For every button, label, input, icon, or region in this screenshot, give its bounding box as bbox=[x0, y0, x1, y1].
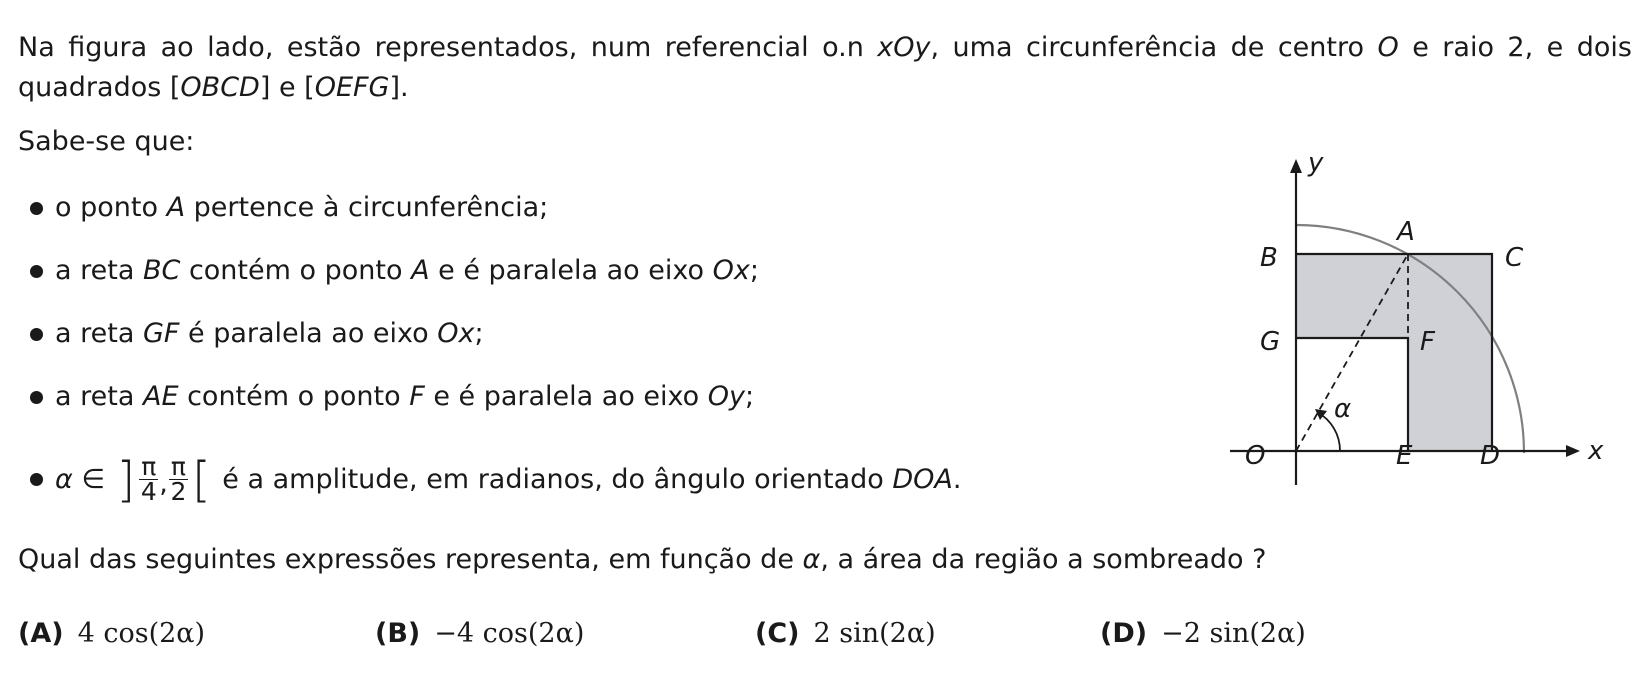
option-expression: −4 cos(2α) bbox=[434, 618, 585, 649]
point-label-f: F bbox=[1420, 327, 1435, 357]
interval-left-bracket: ] bbox=[116, 451, 136, 508]
bullet-text: e é paralela ao eixo bbox=[424, 381, 708, 412]
bullet-dot bbox=[30, 391, 43, 404]
bullet-var: Oy bbox=[707, 381, 746, 412]
bullet-var: BC bbox=[142, 255, 181, 286]
intro-text-4: ] e [ bbox=[259, 72, 315, 103]
bullet-var: DOA bbox=[892, 463, 953, 495]
option-b[interactable] bbox=[375, 618, 584, 649]
bullet-text: é paralela ao eixo bbox=[179, 318, 438, 349]
question-part: , a área da região a sombreado ? bbox=[820, 544, 1267, 575]
intro-paragraph bbox=[18, 28, 1632, 108]
point-label-c: C bbox=[1505, 243, 1524, 273]
point-label-e: E bbox=[1396, 441, 1413, 471]
interval-comma: , bbox=[159, 468, 168, 499]
option-label: (A) bbox=[18, 618, 64, 649]
question-part: Qual das seguintes expressões representa, em função de bbox=[18, 544, 803, 575]
fraction-denominator: 4 bbox=[140, 477, 157, 506]
element-of-symbol: ∈ bbox=[72, 463, 114, 495]
intro-text-5: ]. bbox=[389, 72, 409, 103]
bullet-text: o ponto bbox=[55, 192, 167, 223]
bullet-var: Ox bbox=[712, 255, 750, 286]
bullet-dot bbox=[30, 328, 43, 341]
bullet-text: a reta bbox=[55, 255, 143, 286]
bullet-var: Ox bbox=[437, 318, 475, 349]
point-label-a: A bbox=[1397, 217, 1415, 247]
bullet-dot bbox=[30, 265, 43, 278]
bullet-var: A bbox=[166, 192, 186, 223]
bullet-dot bbox=[30, 473, 43, 486]
option-expression: 2 sin(2α) bbox=[813, 618, 936, 649]
axis-label-x: x bbox=[1588, 436, 1604, 466]
fraction-numerator: π bbox=[141, 452, 157, 481]
alpha-symbol: α bbox=[55, 463, 73, 495]
point-label-b: B bbox=[1260, 243, 1278, 273]
bullet-4 bbox=[30, 377, 754, 417]
square-oefg-outline bbox=[1296, 338, 1408, 451]
shaded-region bbox=[1296, 254, 1492, 451]
intro-var-O: O bbox=[1377, 32, 1399, 63]
bullet-var: F bbox=[409, 381, 425, 412]
bullet-5 bbox=[30, 451, 962, 508]
option-label: (B) bbox=[375, 618, 421, 649]
fraction-numerator: π bbox=[170, 452, 186, 481]
bullet-var: A bbox=[411, 255, 430, 286]
bullet-text: pertence à circunferência; bbox=[185, 192, 549, 223]
bullet-dot bbox=[30, 202, 43, 215]
angle-label-alpha: α bbox=[1334, 394, 1352, 424]
intro-var-OEFG: OEFG bbox=[314, 72, 390, 103]
bullet-text: é a amplitude, em radianos, do ângulo orientado bbox=[213, 463, 893, 495]
fraction-pi-over-2 bbox=[169, 452, 188, 506]
sabe-se-que: Sabe-se que: bbox=[18, 126, 195, 157]
bullet-text: contém o ponto bbox=[180, 255, 412, 286]
bullet-text: contém o ponto bbox=[178, 381, 410, 412]
y-axis-arrowhead bbox=[1290, 159, 1302, 173]
bullet-text: ; bbox=[745, 381, 755, 412]
bullet-2 bbox=[30, 251, 759, 291]
intro-text-1: Na figura ao lado, estão representados, num referencial o.n bbox=[18, 32, 878, 63]
geometry-figure bbox=[1230, 155, 1625, 510]
question-text bbox=[18, 540, 1267, 580]
option-expression: −2 sin(2α) bbox=[1161, 618, 1306, 649]
alpha-symbol: α bbox=[802, 544, 821, 575]
bullet-text: . bbox=[952, 463, 962, 495]
point-label-d: D bbox=[1480, 441, 1501, 471]
bullet-1 bbox=[30, 188, 548, 228]
interval-right-bracket: [ bbox=[191, 451, 211, 508]
bullet-3 bbox=[30, 314, 484, 354]
option-a[interactable] bbox=[18, 618, 205, 649]
option-expression: 4 cos(2α) bbox=[77, 618, 206, 649]
option-d[interactable] bbox=[1100, 618, 1306, 649]
intro-var-xOy: xOy bbox=[877, 32, 931, 63]
x-axis-arrowhead bbox=[1566, 445, 1580, 457]
option-c[interactable] bbox=[755, 618, 936, 649]
axis-label-y: y bbox=[1308, 155, 1324, 178]
point-label-g: G bbox=[1260, 327, 1281, 357]
option-label: (C) bbox=[755, 618, 800, 649]
bullet-text: e é paralela ao eixo bbox=[429, 255, 713, 286]
bullet-var: GF bbox=[142, 318, 180, 349]
bullet-text: ; bbox=[749, 255, 759, 286]
bullet-text: ; bbox=[474, 318, 484, 349]
intro-text-3: e raio 2, e dois quadrados [ bbox=[18, 32, 1632, 103]
intro-var-OBCD: OBCD bbox=[180, 72, 260, 103]
bullet-text: a reta bbox=[55, 318, 143, 349]
fraction-denominator: 2 bbox=[170, 477, 187, 506]
option-label: (D) bbox=[1100, 618, 1148, 649]
bullet-text: a reta bbox=[55, 381, 143, 412]
bullet-var: AE bbox=[142, 381, 179, 412]
fraction-pi-over-4 bbox=[139, 452, 158, 506]
point-label-o: O bbox=[1245, 441, 1266, 471]
intro-text-2: , uma circunferência de centro bbox=[930, 32, 1378, 63]
